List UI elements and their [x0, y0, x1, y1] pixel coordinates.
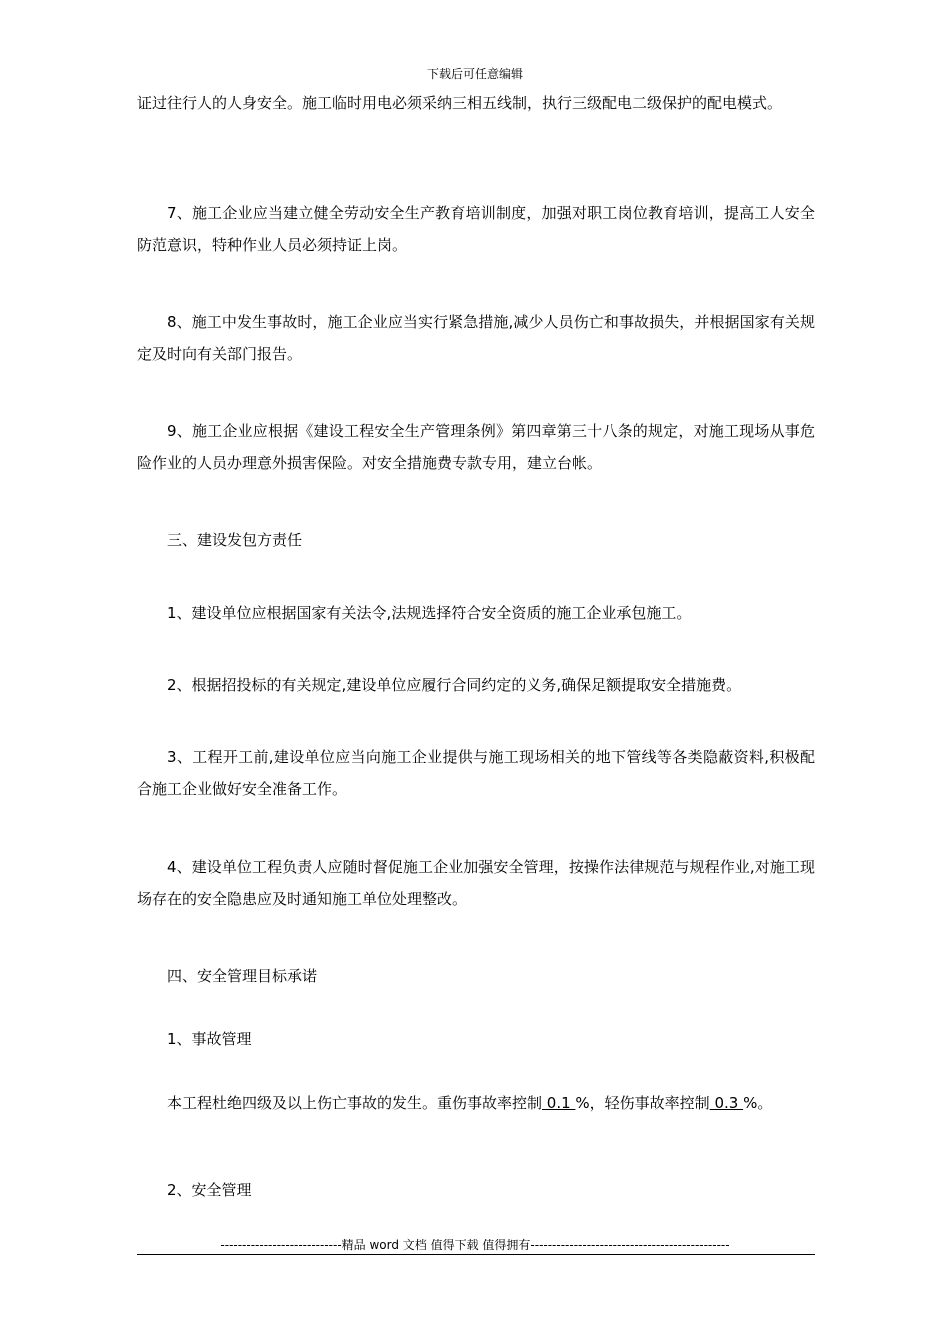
paragraph-item-8: 8、施工中发生事故时，施工企业应当实行紧急措施,减少人员伤亡和事故损失，并根据国家有关规定及时向有关部门报告。	[137, 313, 815, 363]
accident-text-c: %。	[743, 1094, 773, 1112]
page-header: 下载后可任意编辑	[426, 67, 523, 81]
paragraph-accident-targets	[137, 1087, 815, 1119]
paragraph-owner-1: 1、建设单位应根据国家有关法令,法规选择符合安全资质的施工企业承包施工。	[167, 604, 692, 622]
subheading-safety-management: 2、安全管理	[167, 1181, 252, 1199]
paragraph-item-7: 7、施工企业应当建立健全劳动安全生产教育培训制度，加强对职工岗位教育培训，提高工人安全防范意识，特种作业人员必须持证上岗。	[137, 204, 815, 254]
paragraph-continuation: 证过往行人的人身安全。施工临时用电必须采纳三相五线制，执行三级配电二级保护的配电模式。	[137, 94, 783, 112]
section-heading-3: 三、建设发包方责任	[167, 531, 303, 549]
serious-injury-rate: 0.1	[542, 1094, 576, 1112]
section-heading-4: 四、安全管理目标承诺	[167, 967, 318, 985]
paragraph-item-9: 9、施工企业应根据《建设工程安全生产管理条例》第四章第三十八条的规定，对施工现场从事危险作业的人员办理意外损害保险。对安全措施费专款专用，建立台帐。	[137, 422, 815, 472]
subheading-accident-management: 1、事故管理	[167, 1030, 252, 1048]
minor-injury-rate: 0.3	[709, 1094, 744, 1112]
paragraph-owner-2: 2、根据招投标的有关规定,建设单位应履行合同约定的义务,确保足额提取安全措施费。	[167, 676, 742, 694]
page-footer: ----------------------------精品 word 文档 值得下载 值得拥有----------------------------------------------	[220, 1238, 730, 1252]
paragraph-owner-3: 3、工程开工前,建设单位应当向施工企业提供与施工现场相关的地下管线等各类隐蔽资料,积极配合施工企业做好安全准备工作。	[137, 748, 815, 798]
accident-text-b: %，轻伤事故率控制	[575, 1094, 710, 1112]
paragraph-owner-4: 4、建设单位工程负责人应随时督促施工企业加强安全管理，按操作法律规范与规程作业,对施工现场存在的安全隐患应及时通知施工单位处理整改。	[137, 858, 815, 908]
accident-text-a: 本工程杜绝四级及以上伤亡事故的发生。重伤事故率控制	[167, 1094, 543, 1112]
footer-divider	[137, 1254, 815, 1255]
